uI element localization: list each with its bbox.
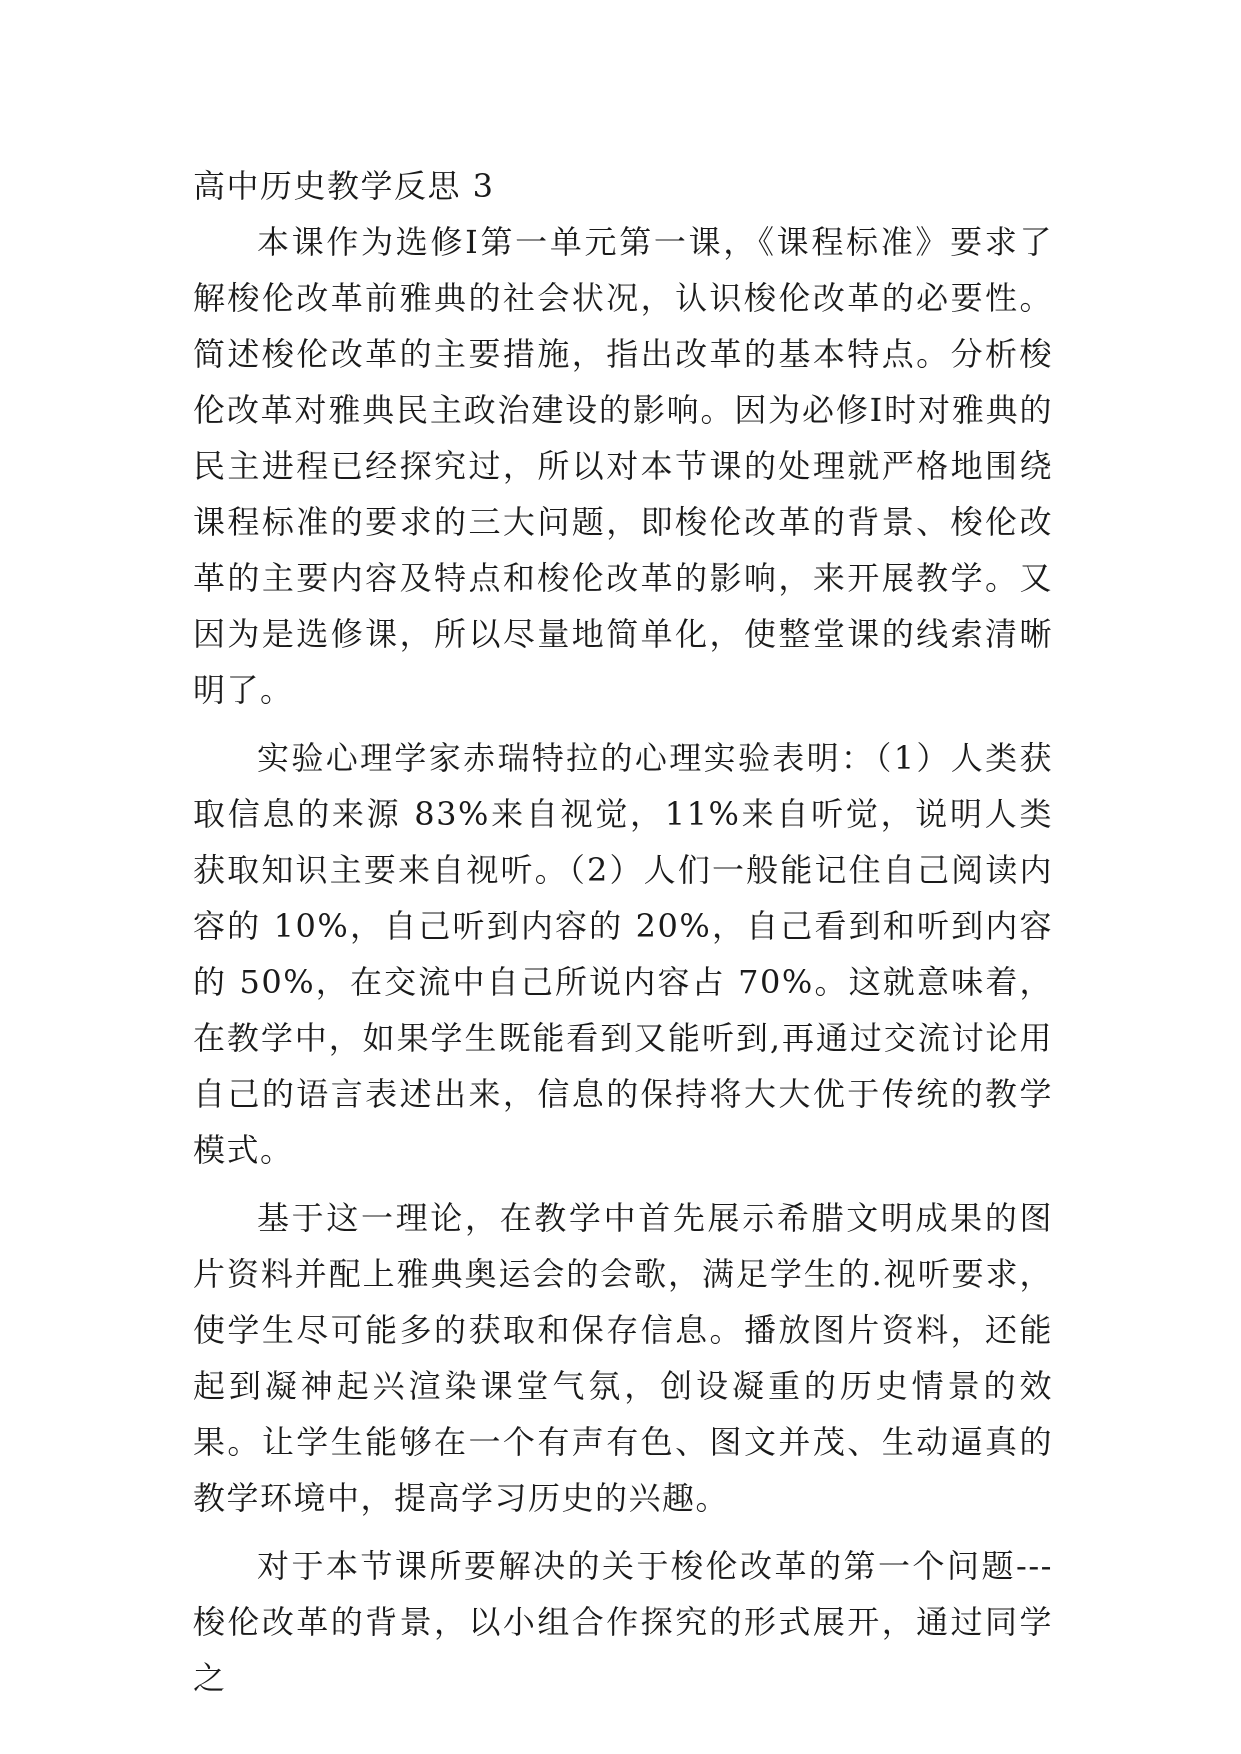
paragraph-4: 对于本节课所要解决的关于梭伦改革的第一个问题---梭伦改革的背景，以小组合作探究的形式展开，通过同学之 (193, 1547, 1053, 1697)
document-page (193, 158, 1053, 1718)
paragraph-1: 本课作为选修Ⅰ第一单元第一课，《课程标准》要求了解梭伦改革前雅典的社会状况，认识梭伦改革的必要性。简述梭伦改革的主要措施，指出改革的基本特点。分析梭伦改革对雅典民主政治建设的影响。因为必修Ⅰ时对雅典的民主进程已经探究过，所以对本节课的处理就严格地围绕课程标准的要求的三大问题，即梭伦改革的背景、梭伦改革的主要内容及特点和梭伦改革的影响，来开展教学。又因为是选修课，所以尽量地简单化，使整堂课的线索清晰明了。 (193, 223, 1053, 709)
paragraph-3: 基于这一理论，在教学中首先展示希腊文明成果的图片资料并配上雅典奥运会的会歌，满足学生的.视听要求，使学生尽可能多的获取和保存信息。播放图片资料，还能起到凝神起兴渲染课堂气氛，创设凝重的历史情景的效果。让学生能够在一个有声有色、图文并茂、生动逼真的教学环境中，提高学习历史的兴趣。 (193, 1199, 1053, 1517)
document-title: 高中历史教学反思 3 (193, 167, 495, 205)
paragraph-2: 实验心理学家赤瑞特拉的心理实验表明：（1）人类获取信息的来源 83%来自视觉，11%来自听觉，说明人类获取知识主要来自视听。（2）人们一般能记住自己阅读内容的 10%，自己听到内容的 20%，自己看到和听到内容的 50%，在交流中自己所说内容占 70%。这就意味着，在教学中，如果学生既能看到又能听到,再通过交流讨论用自己的语言表述出来，信息的保持将大大优于传统的教学模式。 (193, 739, 1053, 1169)
